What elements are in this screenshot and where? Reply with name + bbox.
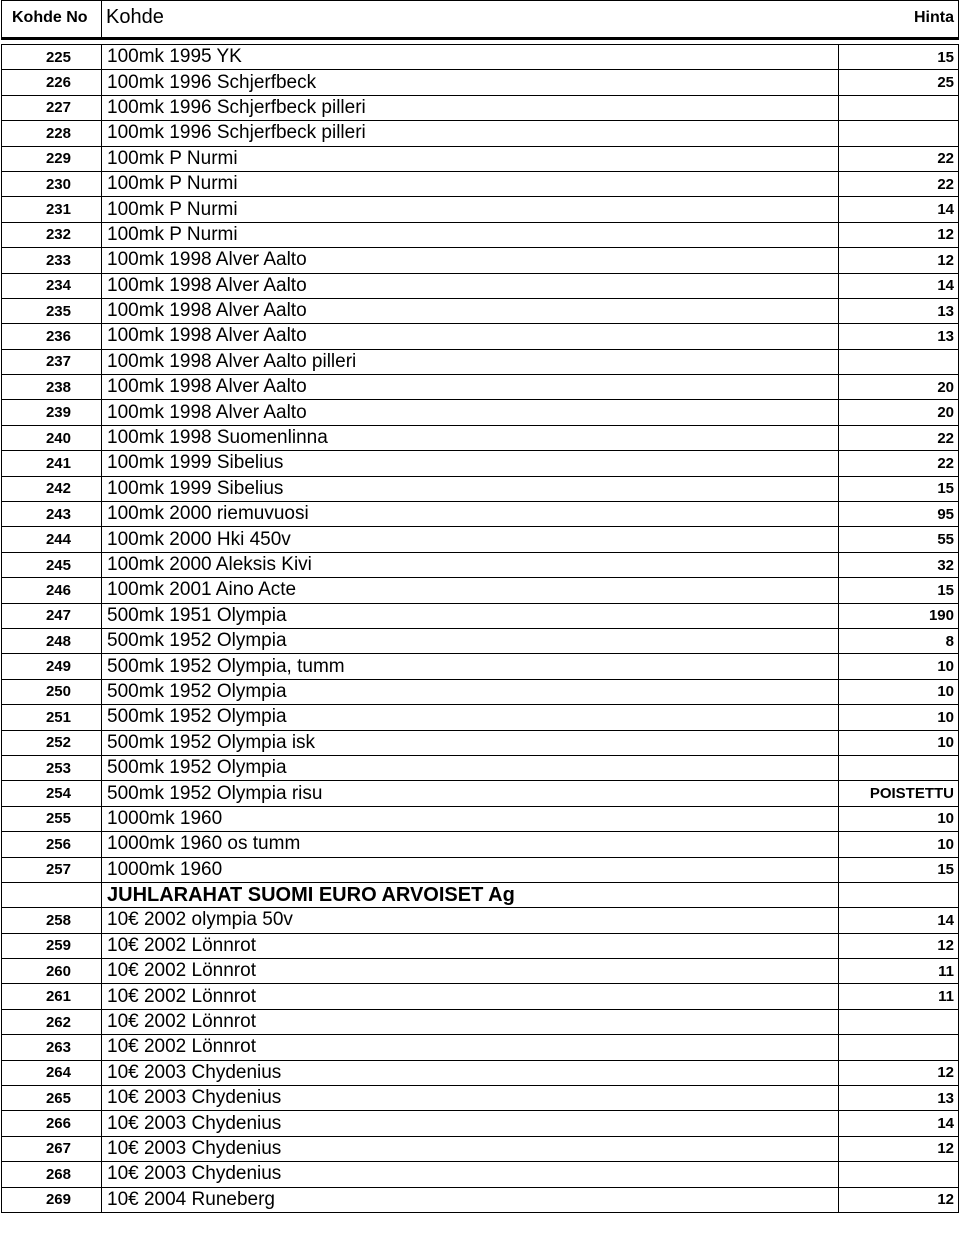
item-name-cell: 100mk 2000 riemuvuosi xyxy=(102,502,839,527)
item-number-cell: 225 xyxy=(2,45,102,70)
item-number-cell: 256 xyxy=(2,832,102,857)
table-row xyxy=(2,1162,959,1187)
price-cell: 55 xyxy=(839,527,959,552)
price-cell: 10 xyxy=(839,806,959,831)
table-row xyxy=(2,425,959,450)
item-name-cell: 100mk P Nurmi xyxy=(102,222,839,247)
table-row xyxy=(2,349,959,374)
item-number-cell: 266 xyxy=(2,1111,102,1136)
header-item-name: Kohde xyxy=(106,6,164,28)
header-price: Hinta xyxy=(914,9,954,26)
item-number-cell: 255 xyxy=(2,806,102,831)
table-row xyxy=(2,832,959,857)
table-row xyxy=(2,298,959,323)
price-cell: 12 xyxy=(839,1136,959,1161)
item-number-cell: 235 xyxy=(2,298,102,323)
item-name-cell: 1000mk 1960 xyxy=(102,806,839,831)
item-name-cell: 10€ 2003 Chydenius xyxy=(102,1086,839,1111)
item-number-cell: 253 xyxy=(2,755,102,780)
item-number-cell: 233 xyxy=(2,248,102,273)
price-cell: 10 xyxy=(839,679,959,704)
price-cell: 32 xyxy=(839,552,959,577)
item-number-cell: 240 xyxy=(2,425,102,450)
table-row xyxy=(2,1111,959,1136)
table-row xyxy=(2,1136,959,1161)
table-row xyxy=(2,654,959,679)
table-row xyxy=(2,324,959,349)
price-cell xyxy=(839,349,959,374)
price-cell: 25 xyxy=(839,70,959,95)
item-name-cell: 500mk 1952 Olympia, tumm xyxy=(102,654,839,679)
price-table-body xyxy=(2,45,959,1213)
item-name-cell: 500mk 1952 Olympia xyxy=(102,628,839,653)
price-cell: 15 xyxy=(839,45,959,70)
item-number-cell: 234 xyxy=(2,273,102,298)
item-name-cell: 100mk 1996 Schjerfbeck pilleri xyxy=(102,95,839,120)
item-name-cell: 100mk P Nurmi xyxy=(102,197,839,222)
item-name-cell: 100mk 1999 Sibelius xyxy=(102,451,839,476)
item-name-cell: 100mk 1996 Schjerfbeck pilleri xyxy=(102,121,839,146)
table-row xyxy=(2,1060,959,1085)
price-cell: POISTETTU xyxy=(839,781,959,806)
item-number-cell: 251 xyxy=(2,705,102,730)
item-name-cell: 500mk 1952 Olympia isk xyxy=(102,730,839,755)
table-row xyxy=(2,146,959,171)
item-name-cell: 100mk 1998 Suomenlinna xyxy=(102,425,839,450)
item-number-cell: 258 xyxy=(2,908,102,933)
item-number-cell: 239 xyxy=(2,400,102,425)
item-name-cell: JUHLARAHAT SUOMI EURO ARVOISET Ag xyxy=(102,882,839,907)
table-row xyxy=(2,806,959,831)
price-cell: 20 xyxy=(839,400,959,425)
item-number-cell: 257 xyxy=(2,857,102,882)
item-number-cell: 226 xyxy=(2,70,102,95)
item-name-cell: 10€ 2002 olympia 50v xyxy=(102,908,839,933)
item-number-cell: 252 xyxy=(2,730,102,755)
table-row xyxy=(2,171,959,196)
table-row xyxy=(2,755,959,780)
table-row xyxy=(2,933,959,958)
price-cell: 12 xyxy=(839,222,959,247)
price-cell: 22 xyxy=(839,171,959,196)
price-cell: 15 xyxy=(839,476,959,501)
item-name-cell: 100mk 1995 YK xyxy=(102,45,839,70)
item-number-cell: 250 xyxy=(2,679,102,704)
table-row xyxy=(2,1009,959,1034)
price-cell: 12 xyxy=(839,248,959,273)
price-cell: 14 xyxy=(839,273,959,298)
price-cell: 13 xyxy=(839,1086,959,1111)
item-number-cell: 268 xyxy=(2,1162,102,1187)
price-cell: 11 xyxy=(839,984,959,1009)
item-number-cell: 237 xyxy=(2,349,102,374)
item-name-cell: 10€ 2002 Lönnrot xyxy=(102,933,839,958)
table-row xyxy=(2,1086,959,1111)
price-cell: 12 xyxy=(839,1060,959,1085)
price-cell: 13 xyxy=(839,298,959,323)
table-row xyxy=(2,984,959,1009)
table-row xyxy=(2,121,959,146)
item-name-cell: 10€ 2002 Lönnrot xyxy=(102,959,839,984)
price-cell: 10 xyxy=(839,730,959,755)
item-number-cell: 232 xyxy=(2,222,102,247)
item-name-cell: 100mk 1998 Alver Aalto xyxy=(102,375,839,400)
item-name-cell: 100mk 1998 Alver Aalto xyxy=(102,273,839,298)
price-cell: 190 xyxy=(839,603,959,628)
header-item-number: Kohde No xyxy=(2,1,102,38)
item-name-cell: 100mk 1998 Alver Aalto xyxy=(102,298,839,323)
item-name-cell: 500mk 1952 Olympia risu xyxy=(102,781,839,806)
item-number-cell: 227 xyxy=(2,95,102,120)
item-name-cell: 100mk 1999 Sibelius xyxy=(102,476,839,501)
item-number-cell: 245 xyxy=(2,552,102,577)
item-name-cell: 100mk 1996 Schjerfbeck xyxy=(102,70,839,95)
table-row xyxy=(2,552,959,577)
table-row xyxy=(2,628,959,653)
price-cell: 22 xyxy=(839,425,959,450)
item-number-cell: 262 xyxy=(2,1009,102,1034)
item-name-cell: 10€ 2003 Chydenius xyxy=(102,1060,839,1085)
table-row xyxy=(2,527,959,552)
price-cell: 10 xyxy=(839,832,959,857)
price-cell: 13 xyxy=(839,324,959,349)
price-table xyxy=(1,44,959,1213)
item-number-cell: 259 xyxy=(2,933,102,958)
table-row xyxy=(2,451,959,476)
item-name-cell: 10€ 2002 Lönnrot xyxy=(102,1009,839,1034)
table-row xyxy=(2,908,959,933)
item-number-cell: 263 xyxy=(2,1035,102,1060)
table-row xyxy=(2,70,959,95)
item-number-cell: 243 xyxy=(2,502,102,527)
table-header xyxy=(1,0,959,40)
price-cell: 11 xyxy=(839,959,959,984)
item-number-cell: 269 xyxy=(2,1187,102,1212)
item-name-cell: 100mk 1998 Alver Aalto xyxy=(102,400,839,425)
item-number-cell: 231 xyxy=(2,197,102,222)
table-row xyxy=(2,222,959,247)
table-row xyxy=(2,45,959,70)
item-number-cell: 265 xyxy=(2,1086,102,1111)
item-number-cell: 238 xyxy=(2,375,102,400)
table-row xyxy=(2,578,959,603)
price-cell xyxy=(839,1162,959,1187)
price-cell xyxy=(839,882,959,907)
table-row xyxy=(2,400,959,425)
price-cell xyxy=(839,1009,959,1034)
item-number-cell: 248 xyxy=(2,628,102,653)
price-cell: 14 xyxy=(839,1111,959,1136)
item-number-cell: 260 xyxy=(2,959,102,984)
table-row xyxy=(2,248,959,273)
price-cell xyxy=(839,1035,959,1060)
price-cell: 8 xyxy=(839,628,959,653)
table-row xyxy=(2,857,959,882)
table-row xyxy=(2,1035,959,1060)
item-number-cell: 254 xyxy=(2,781,102,806)
item-name-cell: 10€ 2002 Lönnrot xyxy=(102,1035,839,1060)
table-row xyxy=(2,679,959,704)
item-number-cell: 264 xyxy=(2,1060,102,1085)
item-number-cell xyxy=(2,882,102,907)
item-name-cell: 10€ 2004 Runeberg xyxy=(102,1187,839,1212)
price-cell: 12 xyxy=(839,1187,959,1212)
table-row xyxy=(2,603,959,628)
table-row xyxy=(2,781,959,806)
price-cell: 10 xyxy=(839,654,959,679)
item-name-cell: 10€ 2003 Chydenius xyxy=(102,1162,839,1187)
item-name-cell: 100mk 1998 Alver Aalto pilleri xyxy=(102,349,839,374)
table-row xyxy=(2,197,959,222)
item-number-cell: 228 xyxy=(2,121,102,146)
item-number-cell: 230 xyxy=(2,171,102,196)
table-row xyxy=(2,730,959,755)
item-name-cell: 100mk 1998 Alver Aalto xyxy=(102,324,839,349)
table-row xyxy=(2,476,959,501)
price-cell: 10 xyxy=(839,705,959,730)
item-name-cell: 10€ 2002 Lönnrot xyxy=(102,984,839,1009)
item-name-cell: 10€ 2003 Chydenius xyxy=(102,1136,839,1161)
price-cell: 14 xyxy=(839,908,959,933)
price-cell xyxy=(839,755,959,780)
item-name-cell: 500mk 1952 Olympia xyxy=(102,755,839,780)
item-name-cell: 100mk 1998 Alver Aalto xyxy=(102,248,839,273)
price-cell xyxy=(839,95,959,120)
table-row xyxy=(2,273,959,298)
item-name-cell: 500mk 1952 Olympia xyxy=(102,679,839,704)
price-cell: 14 xyxy=(839,197,959,222)
price-cell: 22 xyxy=(839,451,959,476)
table-row xyxy=(2,95,959,120)
price-cell: 20 xyxy=(839,375,959,400)
table-row xyxy=(2,705,959,730)
item-number-cell: 242 xyxy=(2,476,102,501)
table-row xyxy=(2,1187,959,1212)
item-name-cell: 100mk 2000 Hki 450v xyxy=(102,527,839,552)
item-number-cell: 236 xyxy=(2,324,102,349)
item-name-cell: 500mk 1951 Olympia xyxy=(102,603,839,628)
item-number-cell: 247 xyxy=(2,603,102,628)
item-name-cell: 100mk P Nurmi xyxy=(102,146,839,171)
price-cell: 15 xyxy=(839,578,959,603)
price-cell: 95 xyxy=(839,502,959,527)
item-name-cell: 500mk 1952 Olympia xyxy=(102,705,839,730)
item-number-cell: 249 xyxy=(2,654,102,679)
item-number-cell: 246 xyxy=(2,578,102,603)
price-cell xyxy=(839,121,959,146)
item-name-cell: 100mk 2000 Aleksis Kivi xyxy=(102,552,839,577)
item-name-cell: 100mk P Nurmi xyxy=(102,171,839,196)
item-number-cell: 244 xyxy=(2,527,102,552)
item-number-cell: 229 xyxy=(2,146,102,171)
item-number-cell: 267 xyxy=(2,1136,102,1161)
item-number-cell: 241 xyxy=(2,451,102,476)
item-name-cell: 1000mk 1960 xyxy=(102,857,839,882)
item-name-cell: 10€ 2003 Chydenius xyxy=(102,1111,839,1136)
item-name-cell: 1000mk 1960 os tumm xyxy=(102,832,839,857)
price-cell: 12 xyxy=(839,933,959,958)
table-row xyxy=(2,502,959,527)
section-row xyxy=(2,882,959,907)
item-name-cell: 100mk 2001 Aino Acte xyxy=(102,578,839,603)
price-cell: 22 xyxy=(839,146,959,171)
table-row xyxy=(2,375,959,400)
item-number-cell: 261 xyxy=(2,984,102,1009)
price-cell: 15 xyxy=(839,857,959,882)
table-row xyxy=(2,959,959,984)
